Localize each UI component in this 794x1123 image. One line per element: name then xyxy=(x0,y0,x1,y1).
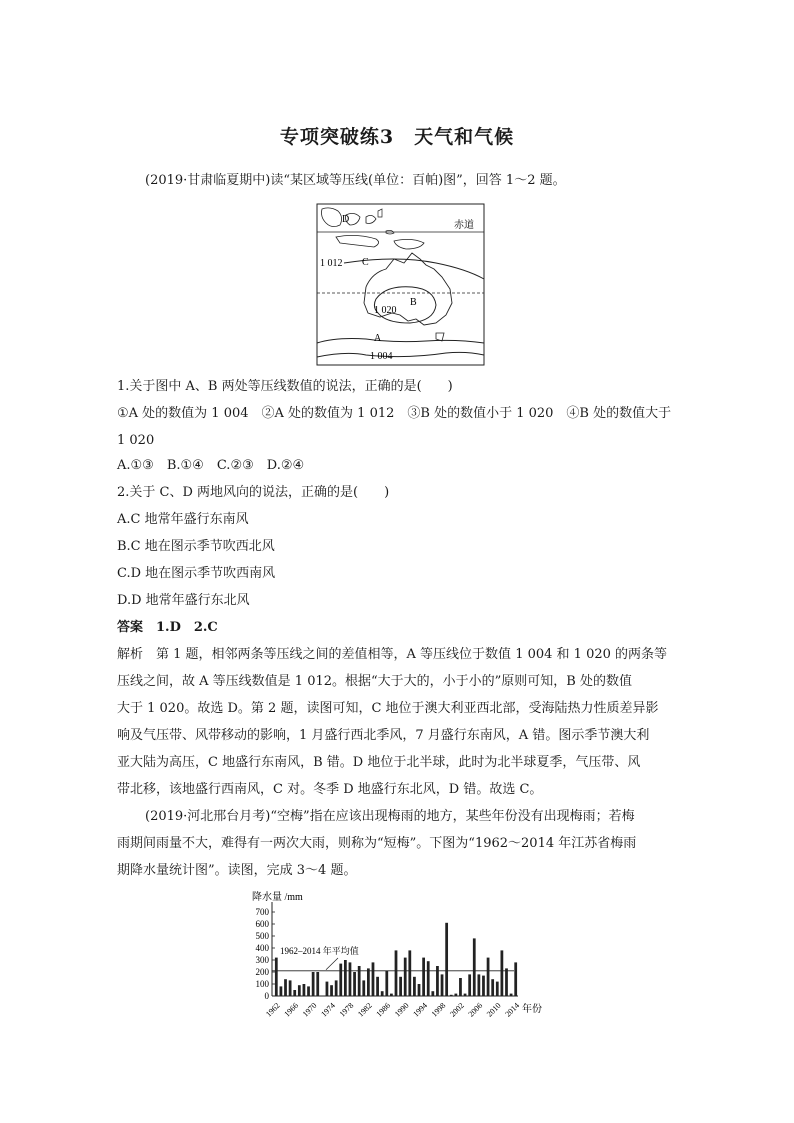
bar-1989 xyxy=(399,977,402,996)
bar-2012 xyxy=(505,968,508,996)
bar-1983 xyxy=(372,962,375,996)
bar-1976 xyxy=(339,964,342,996)
q1-statements-cont: 1 020 xyxy=(117,433,155,448)
bar-1995 xyxy=(427,961,430,996)
x-tick-label: 1994 xyxy=(411,1001,429,1019)
analysis-line: 压线之间，故 A 等压线数值是 1 012。根据“大于大的，小于小的”原则可知，B 处的数值 xyxy=(117,674,632,689)
bar-1973 xyxy=(326,982,329,996)
page-title: 专项突破练3 天气和气候 xyxy=(279,126,515,148)
bar-2006 xyxy=(477,974,480,996)
q2-option-a: A.C 地常年盛行东南风 xyxy=(117,512,249,527)
bar-1963 xyxy=(280,986,283,996)
bar-2005 xyxy=(473,938,476,996)
analysis-line: 响及气压带、风带移动的影响，1 月盛行西北季风，7 月盛行东南风，A 错。图示季节澳大利 xyxy=(117,728,650,743)
x-tick-label: 1962 xyxy=(263,1001,282,1019)
intro-paragraph-2-cont: 雨期间雨量不大，难得有一两次大雨，则称为“短梅”。下图为“1962～2014 年江苏省梅雨 xyxy=(117,836,637,851)
bar-1994 xyxy=(422,958,425,996)
bar-1979 xyxy=(353,972,356,996)
bar-1990 xyxy=(404,958,407,996)
y-tick-label: 100 xyxy=(255,979,269,989)
average-pointer xyxy=(326,958,338,970)
x-tick-label: 1966 xyxy=(282,1001,301,1019)
map-label-1004: 1 004 xyxy=(370,351,393,362)
bar-2010 xyxy=(496,982,499,996)
map-label-a: A xyxy=(374,333,382,344)
q1-statements: ①A 处的数值为 1 004 ②A 处的数值为 1 012 ③B 处的数值小于 1 020 ④B 处的数值大于 xyxy=(117,406,672,421)
bar-1964 xyxy=(284,979,287,996)
bar-1998 xyxy=(441,974,444,996)
q2-stem: 2.关于 C、D 两地风向的说法，正确的是( ) xyxy=(117,485,390,500)
map-label-d: D xyxy=(342,214,350,225)
x-tick-label: 1990 xyxy=(392,1001,411,1019)
x-tick-label: 1978 xyxy=(337,1001,356,1019)
answer-line: 答案 1.D 2.C xyxy=(117,620,218,635)
bar-2000 xyxy=(450,995,453,996)
map-label-1012: 1 012 xyxy=(320,258,343,269)
bar-1985 xyxy=(381,991,384,996)
analysis-line: 亚大陆为高压，C 地盛行东南风，B 错。D 地位于北半球，此时为北半球夏季，气压带、风 xyxy=(117,755,641,770)
x-tick-label: 1986 xyxy=(374,1001,393,1019)
map-label-equator: 赤道 xyxy=(454,220,474,231)
bar-1982 xyxy=(367,968,370,996)
bar-1980 xyxy=(358,966,361,996)
bar-1969 xyxy=(307,986,310,996)
map-label-1020: 1 020 xyxy=(374,305,397,316)
bar-1993 xyxy=(418,984,421,996)
bar-2007 xyxy=(482,976,485,996)
analysis-line: 解析 第 1 题，相邻两条等压线之间的差值相等，A 等压线位于数值 1 004 和 1 020 的两条等 xyxy=(117,647,668,662)
x-tick-label: 1974 xyxy=(319,1001,337,1019)
q2-option-c: C.D 地在图示季节吹西南风 xyxy=(117,566,276,581)
y-tick-label: 0 xyxy=(264,991,269,1001)
bar-1968 xyxy=(303,984,306,996)
bar-1974 xyxy=(330,985,333,996)
bar-2004 xyxy=(468,974,471,996)
bar-1996 xyxy=(431,991,434,996)
q2-option-d: D.D 地常年盛行东北风 xyxy=(117,593,250,608)
bar-1988 xyxy=(395,950,398,996)
x-tick-label: 2010 xyxy=(484,1001,503,1019)
bar-1971 xyxy=(316,972,319,996)
bar-2001 xyxy=(454,994,457,996)
bar-1978 xyxy=(349,962,352,996)
intro-paragraph-2: (2019·河北邢台月考)“空梅”指在应该出现梅雨的地方，某些年份没有出现梅雨；若梅 xyxy=(145,809,635,824)
bar-2003 xyxy=(464,994,467,996)
bar-1970 xyxy=(312,972,315,996)
x-axis-label: 年份 xyxy=(522,1004,542,1015)
x-tick-label: 2002 xyxy=(448,1001,466,1019)
x-tick-label: 1998 xyxy=(429,1001,448,1019)
bar-2002 xyxy=(459,978,462,996)
bar-1997 xyxy=(436,966,439,996)
y-tick-label: 500 xyxy=(255,931,269,941)
q1-options: A.①③ B.①④ C.②③ D.②④ xyxy=(117,458,305,473)
bar-2009 xyxy=(491,979,494,996)
y-tick-label: 200 xyxy=(255,967,269,977)
bar-1992 xyxy=(413,977,416,996)
bar-2013 xyxy=(510,994,513,996)
intro-paragraph-2-cont: 期降水量统计图”。读图，完成 3～4 题。 xyxy=(117,863,357,878)
x-tick-label: 2014 xyxy=(503,1001,522,1019)
x-tick-label: 1982 xyxy=(356,1001,374,1019)
bar-1966 xyxy=(293,990,296,996)
bar-1977 xyxy=(344,960,347,996)
isobar-map xyxy=(316,203,486,367)
x-tick-label: 1970 xyxy=(300,1001,319,1019)
map-label-c: C xyxy=(362,257,369,268)
q1-stem: 1.关于图中 A、B 两处等压线数值的说法，正确的是( ) xyxy=(117,379,453,394)
y-tick-label: 600 xyxy=(255,919,269,929)
y-tick-label: 400 xyxy=(255,943,269,953)
bar-1984 xyxy=(376,977,379,996)
bar-1967 xyxy=(298,985,301,996)
precipitation-chart xyxy=(236,888,556,1020)
bar-2014 xyxy=(514,962,517,996)
bar-1975 xyxy=(335,980,338,996)
q2-option-b: B.C 地在图示季节吹西北风 xyxy=(117,539,275,554)
bar-1987 xyxy=(390,994,393,996)
analysis-line: 带北移，该地盛行西南风，C 对。冬季 D 地盛行东北风，D 错。故选 C。 xyxy=(117,782,543,797)
y-tick-label: 300 xyxy=(255,955,269,965)
map-label-b: B xyxy=(410,297,417,308)
analysis-line: 大于 1 020。故选 D。第 2 题，读图可知，C 地位于澳大利亚西北部，受海陆热力性质差异影 xyxy=(117,701,659,716)
bar-1999 xyxy=(445,923,448,996)
bar-1986 xyxy=(385,971,388,996)
average-label: 1962–2014 年平均值 xyxy=(280,946,359,956)
intro-paragraph-1: (2019·甘肃临夏期中)读“某区域等压线(单位：百帕)图”，回答 1～2 题。 xyxy=(145,173,566,188)
bar-2011 xyxy=(501,950,504,996)
y-tick-label: 700 xyxy=(255,907,269,917)
y-axis-label: 降水量 /mm xyxy=(252,892,303,903)
bar-1962 xyxy=(275,958,278,996)
bar-1965 xyxy=(289,980,292,996)
x-tick-label: 2006 xyxy=(466,1001,485,1019)
bar-2008 xyxy=(487,958,490,996)
bar-1991 xyxy=(408,950,411,996)
bar-1981 xyxy=(362,980,365,996)
